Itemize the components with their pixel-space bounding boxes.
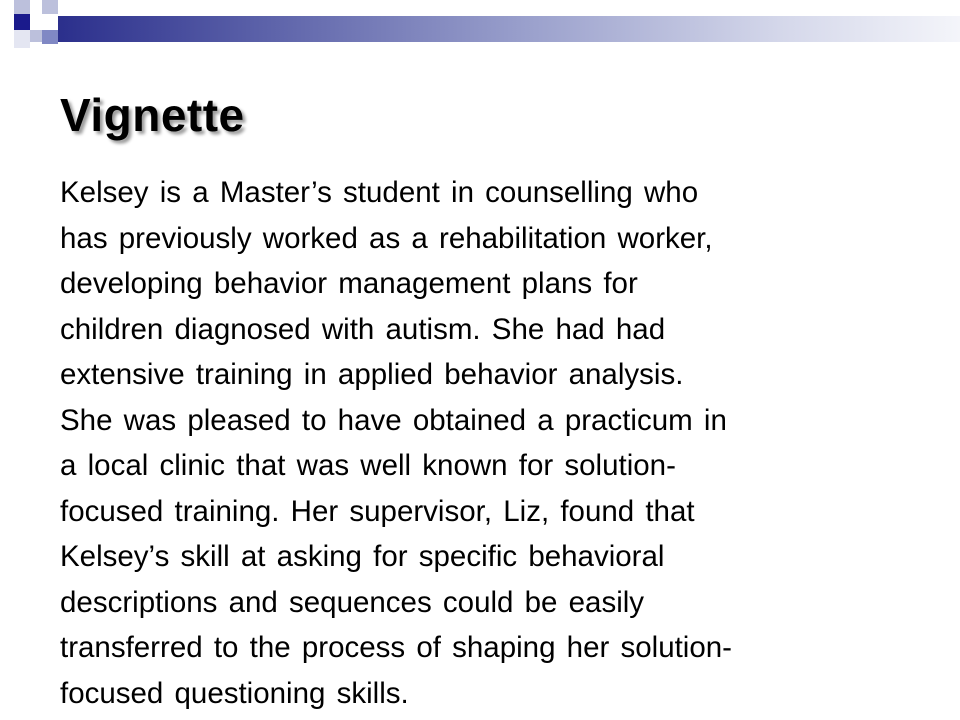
decorative-square [14, 0, 30, 14]
header-gradient-bar [58, 16, 960, 42]
body-line: developing behavior management plans for [60, 267, 638, 300]
body-line: focused questioning skills. [60, 676, 409, 710]
decorative-square [30, 14, 42, 30]
slide-title: Vignette [60, 89, 245, 141]
decorative-square [14, 30, 30, 48]
decorative-square [42, 0, 58, 14]
body-line: has previously worked as a rehabilitation worker, [60, 221, 713, 255]
body-text [60, 170, 930, 716]
decorative-square [30, 30, 42, 42]
decorative-square [42, 30, 58, 44]
body-line: focused training. Her supervisor, Liz, found that [60, 494, 695, 528]
body-line: Kelsey is a Master’s student in counselling who [60, 176, 699, 209]
body-line: descriptions and sequences could be easily [60, 585, 645, 619]
body-line: Kelsey’s skill at asking for specific behavioral [60, 540, 665, 573]
body-line: transferred to the process of shaping her solution- [60, 631, 733, 664]
body-line: extensive training in applied behavior analysis. [60, 358, 684, 391]
body-line: a local clinic that was well known for solution- [60, 449, 676, 482]
body-line: children diagnosed with autism. She had had [60, 312, 666, 346]
decorative-square [14, 14, 30, 30]
body-line: She was pleased to have obtained a practicum in [60, 403, 727, 437]
